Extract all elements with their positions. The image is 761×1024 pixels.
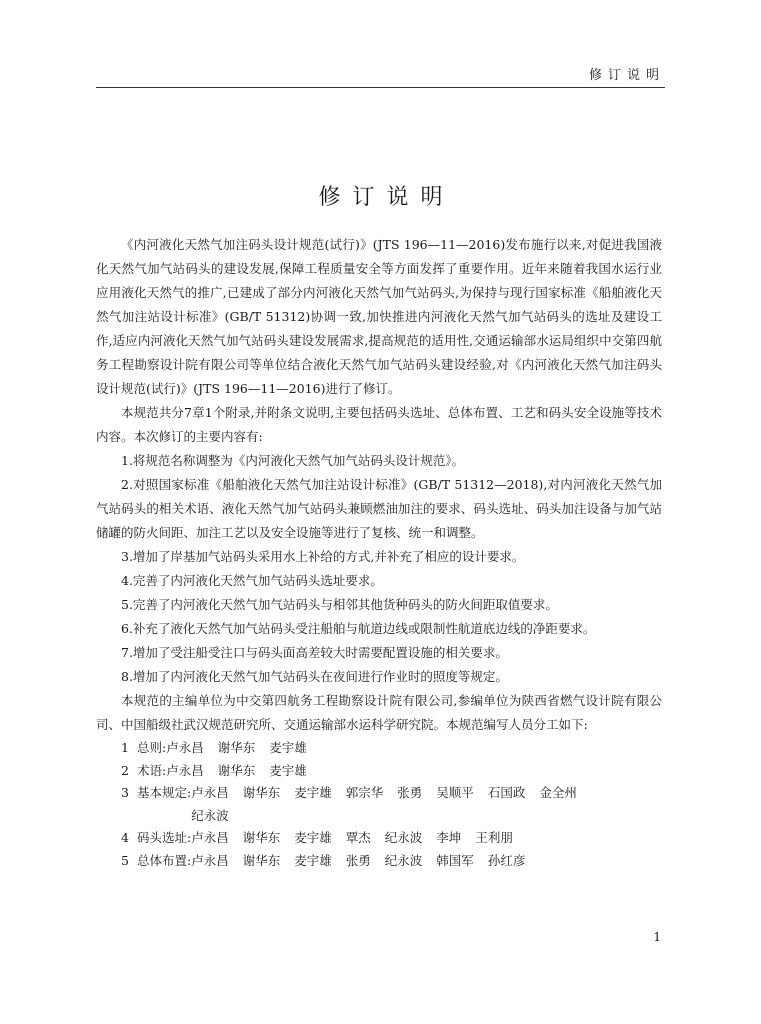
staff-name: 覃杰 (345, 830, 371, 845)
staff-name: 金全州 (539, 785, 577, 800)
staff-name: 石国政 (487, 785, 526, 800)
staff-name: 张勇 (397, 785, 423, 800)
staff-name: 谢华东 (217, 762, 256, 778)
staff-name: 韩国军 (436, 852, 474, 868)
staff-name: 郭宗华 (345, 785, 384, 800)
staff-name: 卢永昌 (191, 852, 229, 868)
staff-name: 麦宇雄 (269, 740, 307, 755)
staff-row (96, 827, 662, 850)
staff-name: 纪永波 (191, 807, 229, 823)
header-rule (96, 87, 665, 88)
revision-item: 3.增加了岸基加气站码头采用水上补给的方式,并补充了相应的设计要求。 (121, 549, 525, 564)
scope-paragraph: 本规范共分7章1个附录,并附条文说明,主要包括码头选址、总体布置、工艺和码头安全设施等技术内容。本次修订的主要内容有: (96, 405, 662, 444)
staff-names (166, 737, 596, 760)
staff-name: 谢华东 (242, 852, 281, 868)
staff-name: 李坤 (436, 830, 462, 845)
staff-names (191, 827, 621, 850)
staff-names (191, 850, 621, 873)
staff-name: 麦宇雄 (294, 830, 332, 845)
staff-row-number: 5 (121, 852, 129, 868)
staff-role: 基本规定: (137, 785, 192, 800)
staff-names (191, 782, 621, 827)
staff-name: 纪永波 (384, 852, 423, 868)
revision-item: 1.将规范名称调整为《内河液化天然气加气站码头设计规范》。 (121, 453, 465, 468)
closing-paragraph: 本规范的主编单位为中交第四航务工程勘察设计院有限公司,参编单位为陕西省燃气设计院有限公司、中国船级社武汉规范研究所、交通运输部水运科学研究院。本规范编写人员分工如下: (96, 693, 662, 732)
staff-row (96, 850, 662, 873)
staff-name: 纪永波 (384, 830, 423, 845)
revision-item: 8.增加了内河液化天然气加气站码头在夜间进行作业时的照度等规定。 (121, 669, 508, 684)
staff-role: 总则: (137, 740, 167, 755)
staff-row (96, 782, 662, 827)
staff-name: 张勇 (345, 852, 371, 868)
revision-item: 2.对照国家标准《船舶液化天然气加注站设计标准》(GB/T 51312—2018),对内河液化天然气加气站码头的相关术语、液化天然气加气站码头兼顾燃油加注的要求、码头选址、码头加注设备与加气站储罐的防火间距、加注工艺以及安全设施等进行了复核、统一和调整。 (96, 477, 662, 540)
staff-names (166, 760, 596, 783)
running-head: 修订说明 (588, 68, 665, 83)
revision-item: 7.增加了受注船受注口与码头面高差较大时需要配置设施的相关要求。 (121, 645, 508, 660)
revision-item: 5.完善了内河液化天然气加气站码头与相邻其他货种码头的防火间距取值要求。 (121, 597, 558, 612)
staff-name: 吴顺平 (436, 785, 474, 800)
staff-name: 麦宇雄 (294, 852, 332, 868)
staff-name: 卢永昌 (191, 785, 229, 800)
revision-item: 4.完善了内河液化天然气加气站码头选址要求。 (121, 573, 383, 588)
staff-role: 总体布置: (137, 852, 192, 868)
staff-row (96, 760, 662, 783)
page-number: 1 (653, 930, 661, 944)
staff-name: 麦宇雄 (294, 785, 332, 800)
staff-row (96, 737, 662, 760)
staff-role: 术语: (137, 762, 167, 778)
document-body (96, 233, 662, 872)
staff-row-number: 2 (121, 762, 129, 778)
staff-name: 王利朋 (475, 830, 513, 845)
staff-row-number: 1 (121, 740, 129, 755)
revision-item: 6.补充了液化天然气加气站码头受注船舶与航道边线或限制性航道底边线的净距要求。 (121, 621, 596, 636)
staff-name: 谢华东 (217, 740, 256, 755)
staff-row-number: 4 (121, 830, 129, 845)
staff-list (96, 737, 662, 872)
staff-name: 谢华东 (242, 785, 281, 800)
staff-name: 孙红彦 (487, 852, 526, 868)
staff-name: 谢华东 (242, 830, 281, 845)
staff-role: 码头选址: (137, 830, 192, 845)
staff-name: 麦宇雄 (269, 762, 307, 778)
staff-name: 卢永昌 (166, 740, 204, 755)
staff-row-number: 3 (121, 785, 129, 800)
page-title: 修订说明 (318, 185, 455, 210)
staff-name: 卢永昌 (191, 830, 229, 845)
intro-paragraph: 《内河液化天然气加注码头设计规范(试行)》(JTS 196—11—2016)发布施行以来,对促进我国液化天然气加气站码头的建设发展,保障工程质量安全等方面发挥了重要作用。近年来随着我国水运行业应用液化天然气的推广,已建成了部分内河液化天然气加气站码头,为保持与现行国家标准《船舶液化天然气加注站设计标准》(GB/T 51312)协调一致,加快推进内河液化天然气加气站码头的选址及建设工作,适应内河液化天然气加气站码头建设发展需求,提高规范的适用性,交通运输部水运局组织中交第四航务工程勘察设计院有限公司等单位结合液化天然气加气站码头建设经验,对《内河液化天然气加注码头设计规范(试行)》(JTS 196—11—2016)进行了修订。 (96, 237, 662, 396)
staff-name: 卢永昌 (166, 762, 204, 778)
